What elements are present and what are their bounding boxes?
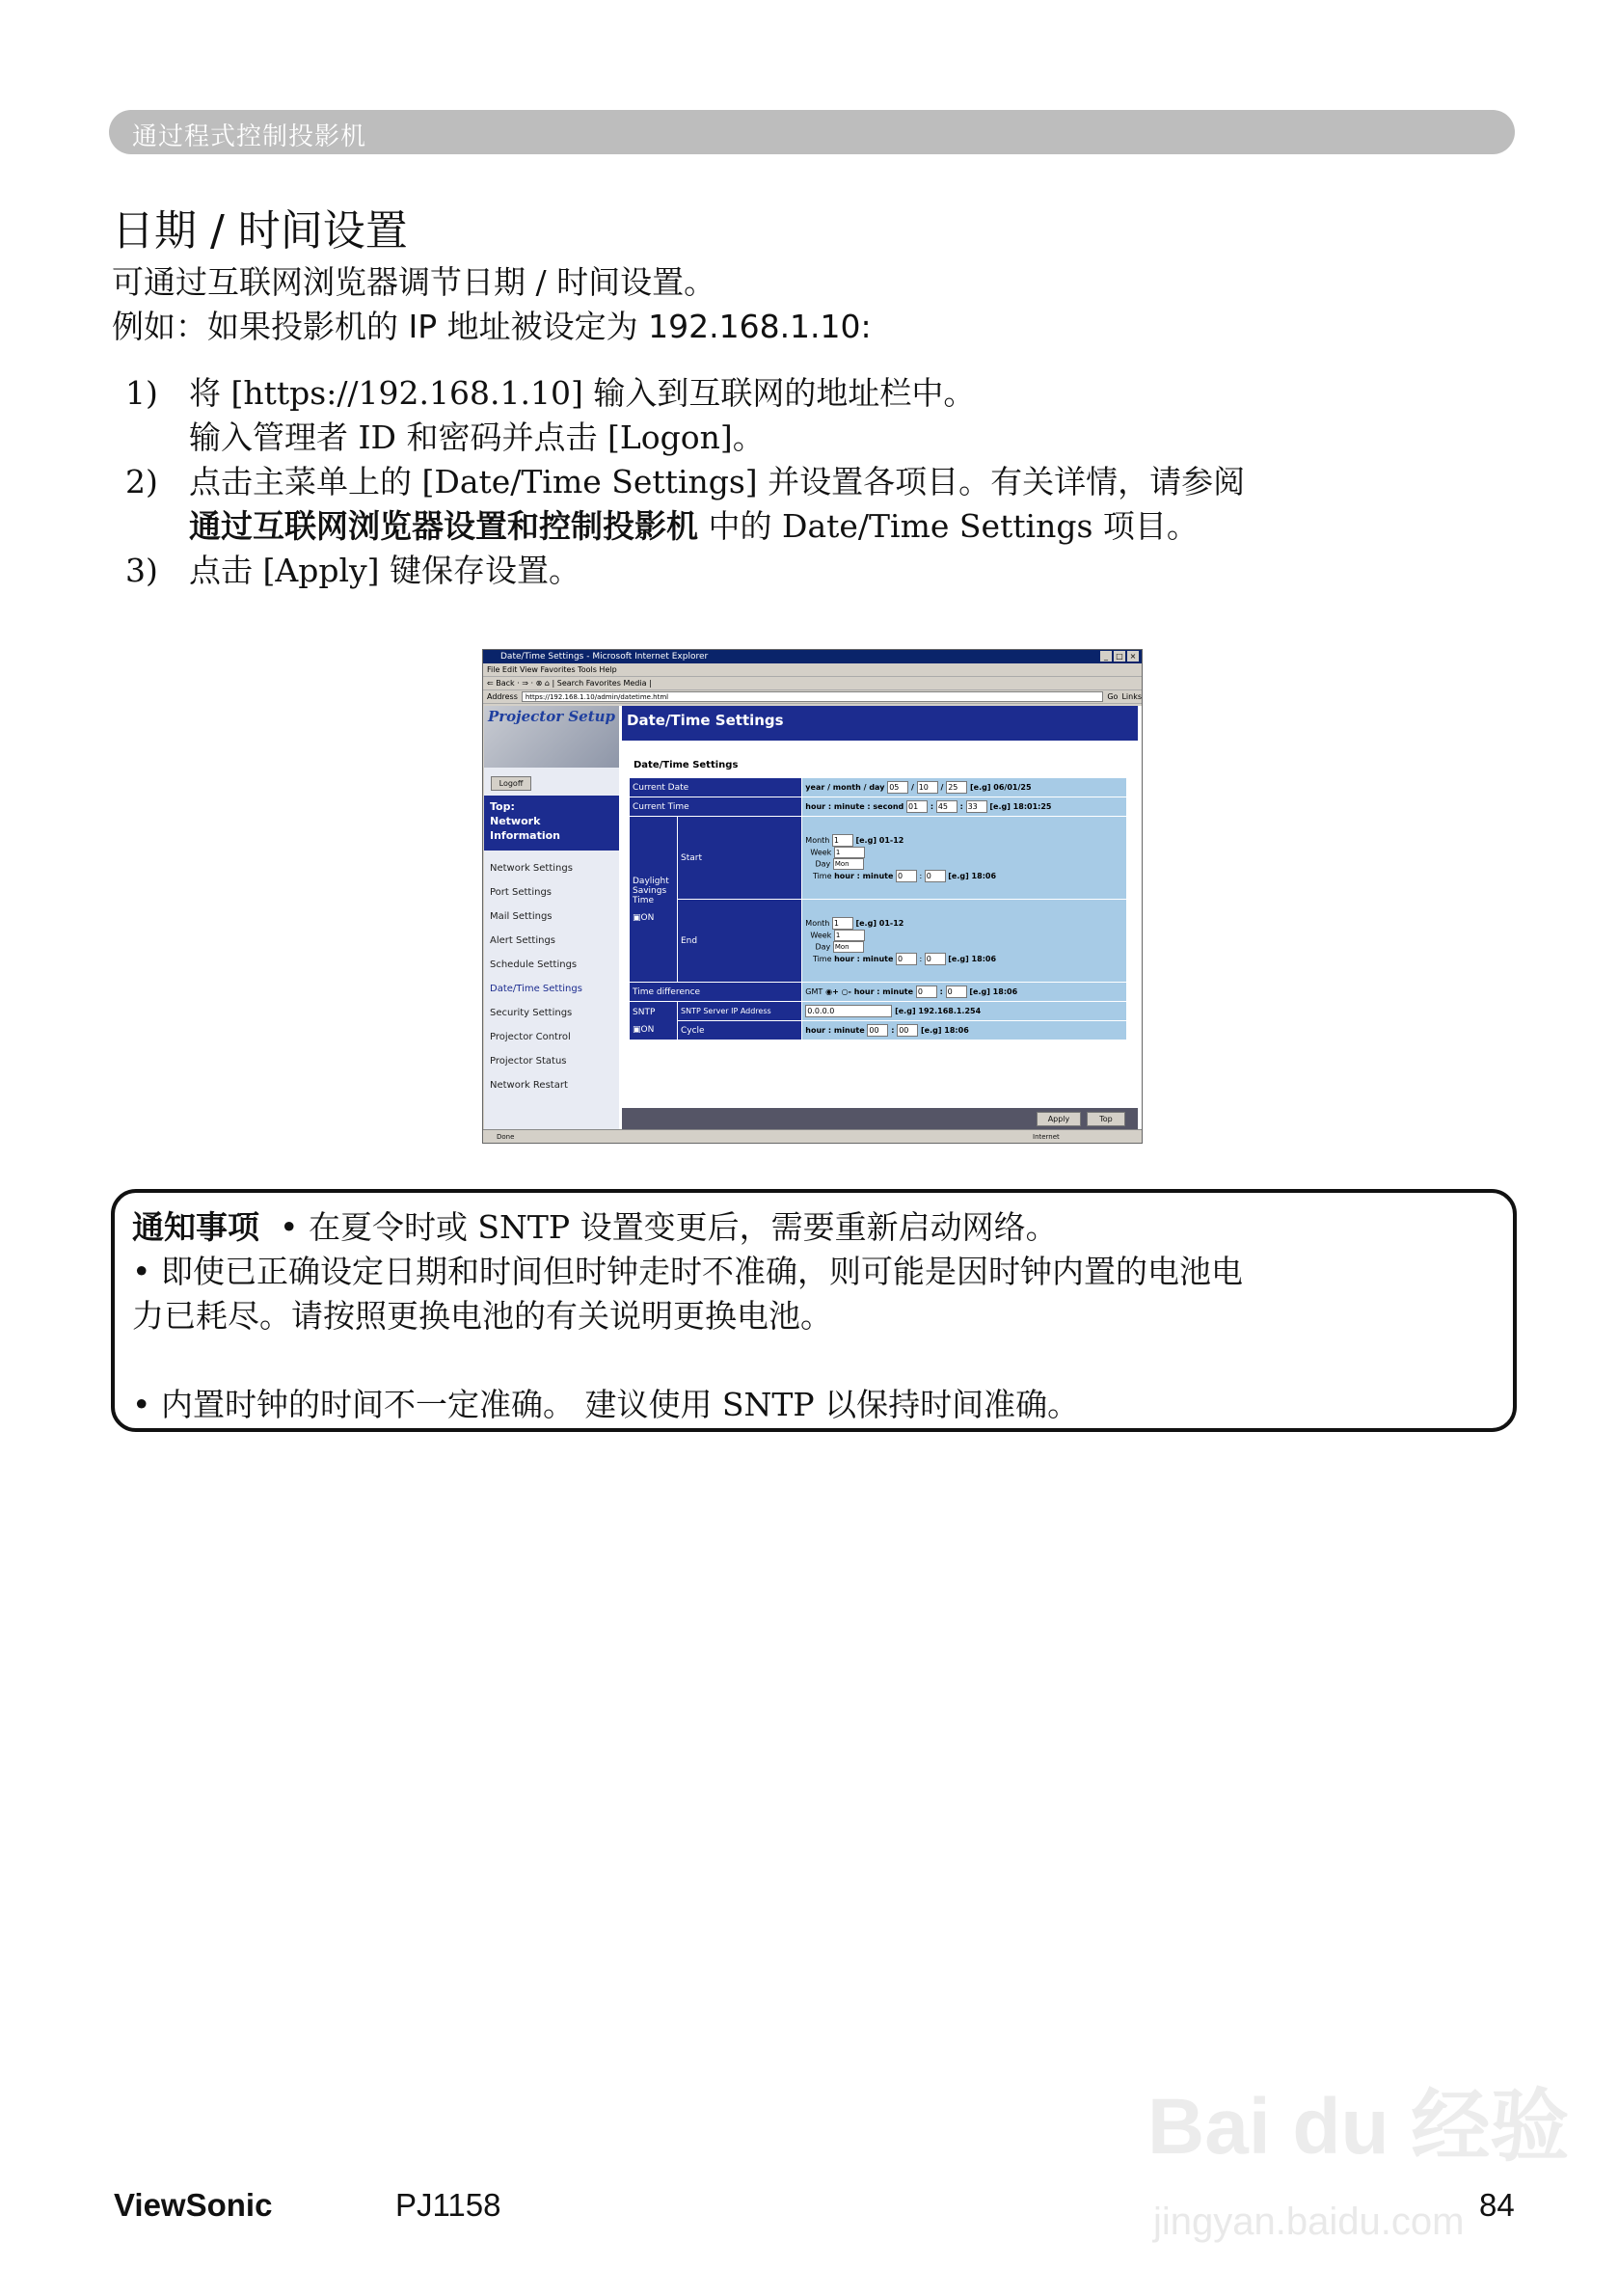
notice-bullet-2-cont: 力已耗尽。请按照更换电池的有关说明更换电池。 (132, 1297, 832, 1335)
dst-end-week-select[interactable]: 1 (834, 930, 865, 941)
projector-setup-logo: Projector Setup (484, 706, 619, 768)
button-bar (622, 1108, 1138, 1129)
step-3-text: 点击 [Apply] 键保存设置。 (189, 552, 581, 589)
dst-start-week-select[interactable]: 1 (834, 847, 865, 858)
sidebar-item-network-settings[interactable]: Network Settings (490, 863, 573, 874)
ie-address-bar: Address https://192.168.1.10/admin/datetime.html Go Links (483, 690, 1142, 704)
dst-label: Daylight Savings Time ▣ON (630, 817, 678, 983)
datetime-table (629, 777, 1127, 1040)
sidebar-menu (490, 856, 582, 1097)
dst-start-month-input[interactable]: 1 (832, 834, 853, 847)
sntp-on-checkbox[interactable]: ▣ (633, 1024, 641, 1035)
current-date-label: Current Date (630, 778, 802, 797)
dst-start-label: Start (678, 817, 802, 900)
step-1-text: 将 [https://192.168.1.10] 输入到互联网的地址栏中。 (189, 374, 976, 412)
cycle-hour-input[interactable]: 00 (867, 1024, 888, 1037)
notice-box (111, 1189, 1517, 1432)
browser-screenshot (482, 649, 1143, 1144)
sidebar (484, 706, 619, 1129)
notice-bullet-3: • 内置时钟的时间不一定准确。 建议使用 SNTP 以保持时间准确。 (132, 1386, 1080, 1423)
ie-toolbar[interactable]: ⇐ Back · ⇒ · ⊗ ⌂ | Search Favorites Media | (483, 677, 1142, 690)
step-3: 3) 点击 [Apply] 键保存设置。 (125, 549, 1245, 593)
step-1-text-2: 输入管理者 ID 和密码并点击 [Logon]。 (189, 419, 765, 456)
sidebar-item-projector-status[interactable]: Projector Status (490, 1056, 567, 1067)
current-time-row: hour : minute : second 01 : 45 : 33 [e.g] 18:01:25 (802, 797, 1127, 817)
step-2-cont (125, 504, 1245, 549)
cycle-minute-input[interactable]: 00 (897, 1024, 918, 1037)
sntp-server-label: SNTP Server IP Address (678, 1002, 802, 1021)
sntp-label: SNTP ▣ON (630, 1002, 678, 1040)
sidebar-item-mail-settings[interactable]: Mail Settings (490, 911, 553, 922)
intro (112, 260, 872, 349)
step-2-reference: 通过互联网浏览器设置和控制投影机 (189, 507, 698, 545)
footer-brand: ViewSonic (114, 2187, 273, 2223)
time-difference-label: Time difference (630, 983, 802, 1002)
dst-end-month-input[interactable]: 1 (832, 917, 853, 930)
ie-menu-bar[interactable]: File Edit View Favorites Tools Help (483, 663, 1142, 677)
section-label: Date/Time Settings (634, 760, 739, 770)
intro-line-2: 例如：如果投影机的 IP 地址被设定为 192.168.1.10: (112, 308, 872, 345)
sidebar-item-network-restart[interactable]: Network Restart (490, 1080, 568, 1091)
main-panel (622, 706, 1138, 1129)
page-title: 日期 / 时间设置 (112, 206, 408, 256)
maximize-icon[interactable]: □ (1114, 651, 1125, 662)
dst-end-minute-input[interactable]: 0 (925, 953, 946, 965)
header-bar (109, 110, 1515, 154)
step-2-text: 点击主菜单上的 [Date/Time Settings] 并设置各项目。有关详情，请参阅 (189, 463, 1246, 500)
dst-start-day-select[interactable]: Mon (833, 858, 864, 870)
address-input[interactable]: https://192.168.1.10/admin/datetime.html (522, 691, 1103, 702)
minimize-icon[interactable]: _ (1100, 651, 1112, 662)
intro-line-1: 可通过互联网浏览器调节日期 / 时间设置。 (112, 263, 716, 301)
gmt-minus-radio[interactable]: ○ (841, 987, 849, 996)
go-button[interactable]: Go (1107, 691, 1119, 701)
dst-end-row: Month 1 [e.g] 01-12 Week 1 Day Mon Time hour : minute 0 : 0 [e.g] 18:06 (802, 900, 1127, 983)
sidebar-item-port-settings[interactable]: Port Settings (490, 887, 553, 898)
sidebar-item-security-settings[interactable]: Security Settings (490, 1008, 573, 1018)
links-button[interactable]: Links (1121, 691, 1142, 701)
current-date-row: year / month / day 05 / 10 / 25 [e.g] 06/01/25 (802, 778, 1127, 797)
dst-end-hour-input[interactable]: 0 (896, 953, 917, 965)
time-diff-minute-input[interactable]: 0 (946, 986, 967, 998)
page-number: 84 (1479, 2187, 1515, 2223)
time-difference-row: GMT ◉+ ○- hour : minute 0 : 0 [e.g] 18:06 (802, 983, 1127, 1002)
top-button[interactable]: Top (1087, 1112, 1125, 1126)
watermark-url: jingyan.baidu.com (1153, 2201, 1465, 2243)
step-1: 1) 将 [https://192.168.1.10] 输入到互联网的地址栏中。 (125, 371, 1245, 416)
step-2: 2) 点击主菜单上的 [Date/Time Settings] 并设置各项目。有关详情，请参阅 (125, 460, 1245, 504)
sidebar-item-schedule-settings[interactable]: Schedule Settings (490, 959, 578, 970)
sntp-server-row: 0.0.0.0 [e.g] 192.168.1.254 (802, 1002, 1127, 1021)
cycle-label: Cycle (678, 1021, 802, 1040)
section-header: 通过程式控制投影机 (132, 122, 367, 151)
steps-list (125, 371, 1245, 593)
close-icon[interactable]: × (1127, 651, 1139, 662)
time-diff-hour-input[interactable]: 0 (916, 986, 937, 998)
sidebar-item-datetime-settings[interactable]: Date/Time Settings (490, 984, 582, 994)
dst-start-row: Month 1 [e.g] 01-12 Week 1 Day Mon Time hour : minute 0 : 0 [e.g] 18:06 (802, 817, 1127, 900)
step-1-cont (125, 416, 1245, 460)
current-time-label: Current Time (630, 797, 802, 817)
day-input[interactable]: 25 (946, 781, 967, 794)
month-input[interactable]: 10 (917, 781, 938, 794)
dst-on-checkbox[interactable]: ▣ (633, 912, 641, 923)
notice-bullet-1: • 在夏令时或 SNTP 设置变更后，需要重新启动网络。 (279, 1208, 1058, 1246)
web-page (484, 706, 1142, 1129)
sidebar-item-alert-settings[interactable]: Alert Settings (490, 935, 555, 946)
sntp-ip-input[interactable]: 0.0.0.0 (805, 1005, 892, 1017)
minute-input[interactable]: 45 (936, 800, 957, 813)
baidu-watermark: Bai du 经验 (1147, 2083, 1570, 2171)
hour-input[interactable]: 01 (906, 800, 928, 813)
apply-button[interactable]: Apply (1037, 1112, 1081, 1126)
footer-model: PJ1158 (395, 2187, 501, 2223)
notice-bullet-2: • 即使已正确设定日期和时间但时钟走时不准确，则可能是因时钟内置的电池电 (132, 1253, 1243, 1290)
ie-status-bar: Done Internet (483, 1129, 1142, 1143)
dst-start-hour-input[interactable]: 0 (896, 870, 917, 882)
logoff-button[interactable]: Logoff (491, 776, 531, 791)
sidebar-item-projector-control[interactable]: Projector Control (490, 1032, 571, 1042)
dst-start-minute-input[interactable]: 0 (925, 870, 946, 882)
main-title: Date/Time Settings (622, 706, 1138, 741)
gmt-plus-radio[interactable]: ◉ (825, 987, 833, 996)
second-input[interactable]: 33 (966, 800, 987, 813)
notice-title: 通知事项 (132, 1208, 259, 1246)
step-2-text-2: 中的 Date/Time Settings 项目。 (698, 507, 1199, 545)
sidebar-top-link[interactable]: Top: Network Information (484, 796, 619, 851)
ie-title-bar: Date/Time Settings - Microsoft Internet Explorer _ □ × (483, 650, 1142, 663)
cycle-row: hour : minute 00 : 00 [e.g] 18:06 (802, 1021, 1127, 1040)
dst-end-day-select[interactable]: Mon (833, 941, 864, 953)
year-input[interactable]: 05 (887, 781, 908, 794)
dst-end-label: End (678, 900, 802, 983)
